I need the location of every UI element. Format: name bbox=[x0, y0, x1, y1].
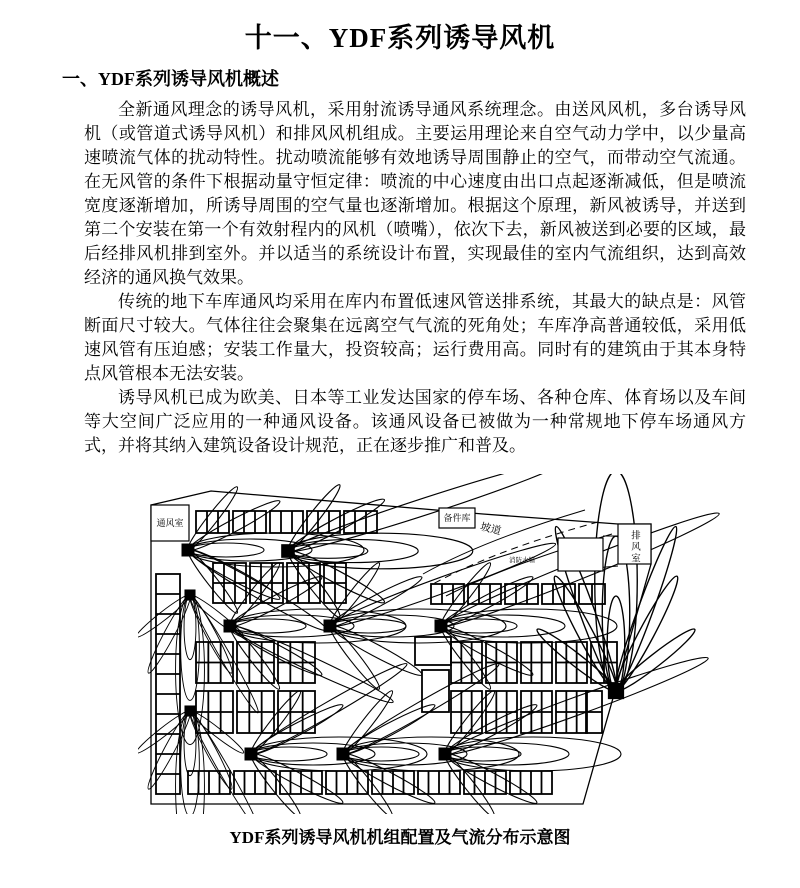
figure-caption: YDF系列诱导风机机组配置及气流分布示意图 bbox=[229, 828, 571, 847]
garage-diagram bbox=[138, 474, 758, 814]
paragraph-traditional-drawbacks: 传统的地下车库通风均采用在库内布置低速风管送排系统，其最大的缺点是：风管断面尺寸较大。气体往往会聚集在远离空气气流的死角处；车库净高普通较低，采用低速风管有压迫感；安装工作量大，投资较高；运行费用高。同时有的建筑由于其本身特点风管根本无法安装。 bbox=[84, 292, 746, 383]
supply-room-label: 通风室 bbox=[156, 518, 184, 528]
document-page bbox=[0, 16, 800, 888]
garage-figure bbox=[0, 474, 800, 848]
ramp-label: 坡道 bbox=[479, 521, 503, 538]
spare-parts-label: 备件库 bbox=[443, 513, 471, 523]
diagram-geometry bbox=[138, 474, 723, 814]
page-title: 十一、YDF系列诱导风机 bbox=[244, 23, 556, 53]
fire-tank-label: 消防水箱 bbox=[509, 557, 535, 564]
paragraph-adoption: 诱导风机已成为欧美、日本等工业发达国家的停车场、各种仓库、体育场以及车间等大空间广泛应用的一种通风设备。该通风设备已被做为一种常规地下停车场通风方式，并将其纳入建筑设备设计规范，正在逐步推广和普及。 bbox=[84, 388, 746, 455]
article-body bbox=[84, 98, 746, 458]
exhaust-room-label: 排风室 bbox=[629, 530, 639, 565]
section-heading: 一、YDF系列诱导风机概述 bbox=[62, 69, 279, 89]
paragraph-overview: 全新通风理念的诱导风机，采用射流诱导通风系统理念。由送风风机，多台诱导风机（或管道式诱导风机）和排风风机组成。主要运用理论来自空气动力学中，以少量高速喷流气体的扰动特性。扰动喷流能够有效地诱导周围静止的空气，而带动空气流通。在无风管的条件下根据动量守恒定律：喷流的中心速度由出口点起逐渐减低，但是喷流宽度逐渐增加，所诱导周围的空气量也逐渐增加。根据这个原理，新风被诱导，并送到第二个安装在第一个有效射程内的风机（喷嘴），依次下去，新风被送到必要的区域，最后经排风机排到室外。并以适当的系统设计布置，实现最佳的室内气流组织，达到高效经济的通风换气效果。 bbox=[84, 100, 746, 287]
